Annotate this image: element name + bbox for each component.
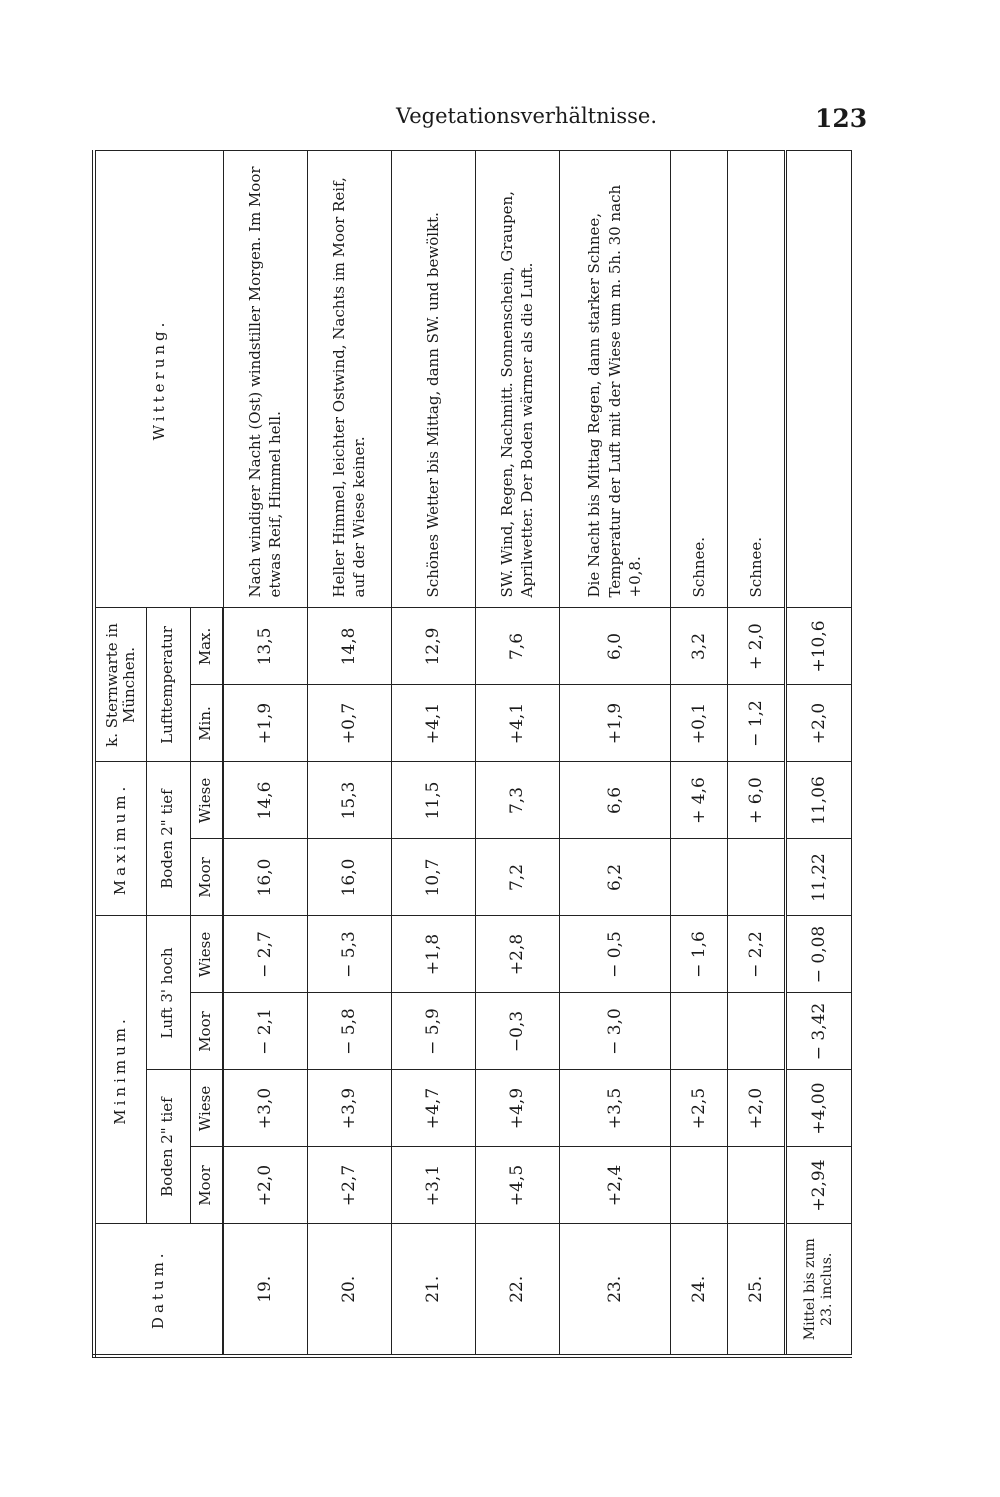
header-minimum: Minimum. — [94, 916, 146, 1224]
cell-sternwarte-max: 6,0 — [559, 608, 670, 685]
cell-witterung: Nach windiger Nacht (Ost) windstiller Morgen. Im Moor etwas Reif, Himmel hell. — [223, 151, 307, 608]
cell-luft-min-moor — [670, 993, 728, 1070]
table-row — [559, 151, 670, 1356]
header-wiese: Wiese — [190, 762, 222, 839]
cell-luft-min-wiese: − 1,6 — [670, 916, 728, 993]
cell-boden-max-moor: 16,0 — [223, 839, 307, 916]
cell-boden-max-moor: 16,0 — [307, 839, 391, 916]
table-row — [391, 151, 475, 1356]
table-row — [307, 151, 391, 1356]
cell-witterung: Die Nacht bis Mittag Regen, dann starker Schnee, Temperatur der Luft mit der Wiese um m. 5h. 30 nach +0,8. — [559, 151, 670, 608]
cell-boden-max-moor — [670, 839, 728, 916]
average-row — [785, 151, 851, 1356]
cell-luft-min-wiese: − 2,7 — [223, 916, 307, 993]
rotated-table — [92, 153, 852, 1358]
cell-boden-min-moor: +2,4 — [559, 1147, 670, 1224]
table-row — [475, 151, 559, 1356]
cell-boden-max-wiese: 15,3 — [307, 762, 391, 839]
running-header: Vegetationsverhältnisse. — [396, 104, 658, 128]
cell-luft-min-wiese: − 0,08 — [785, 916, 851, 993]
weather-table — [92, 150, 852, 1358]
header-max: Max. — [190, 608, 222, 685]
header-min: Min. — [190, 685, 222, 762]
cell-boden-max-wiese: 7,3 — [475, 762, 559, 839]
page-number: 123 — [815, 104, 868, 133]
cell-witterung — [785, 151, 851, 608]
cell-luft-min-moor: − 5,9 — [391, 993, 475, 1070]
cell-boden-max-wiese: + 4,6 — [670, 762, 728, 839]
cell-date: 19. — [223, 1224, 307, 1356]
cell-sternwarte-max: +10,6 — [785, 608, 851, 685]
cell-boden-max-moor — [728, 839, 786, 916]
cell-witterung: SW. Wind, Regen, Nachmitt. Sonnenschein, Graupen, Aprilwetter. Der Boden wärmer als die Luft. — [475, 151, 559, 608]
cell-sternwarte-min: +0,7 — [307, 685, 391, 762]
cell-witterung: Schnee. — [728, 151, 786, 608]
header-boden-max: Boden 2" tief — [146, 762, 190, 916]
cell-sternwarte-max: 14,8 — [307, 608, 391, 685]
cell-luft-min-wiese: +1,8 — [391, 916, 475, 993]
cell-boden-max-moor: 6,2 — [559, 839, 670, 916]
cell-sternwarte-max: 3,2 — [670, 608, 728, 685]
cell-sternwarte-max: 7,6 — [475, 608, 559, 685]
header-wiese: Wiese — [190, 1070, 222, 1147]
cell-date: 23. — [559, 1224, 670, 1356]
cell-boden-min-wiese: +4,00 — [785, 1070, 851, 1147]
header-boden-min: Boden 2" tief — [146, 1070, 190, 1224]
cell-boden-min-moor: +3,1 — [391, 1147, 475, 1224]
cell-luft-min-wiese: +2,8 — [475, 916, 559, 993]
cell-sternwarte-min: +2,0 — [785, 685, 851, 762]
cell-boden-min-wiese: +4,7 — [391, 1070, 475, 1147]
header-datum: Datum. — [94, 1224, 222, 1356]
cell-boden-min-wiese: +3,5 — [559, 1070, 670, 1147]
cell-luft-min-wiese: − 0,5 — [559, 916, 670, 993]
cell-sternwarte-min: +4,1 — [475, 685, 559, 762]
cell-luft-min-wiese: − 5,3 — [307, 916, 391, 993]
cell-boden-min-moor: +2,0 — [223, 1147, 307, 1224]
cell-boden-min-moor: +2,94 — [785, 1147, 851, 1224]
cell-sternwarte-min: +1,9 — [223, 685, 307, 762]
cell-sternwarte-min: − 1,2 — [728, 685, 786, 762]
cell-boden-max-wiese: 11,06 — [785, 762, 851, 839]
cell-date: 20. — [307, 1224, 391, 1356]
cell-luft-min-moor: − 2,1 — [223, 993, 307, 1070]
cell-boden-max-wiese: 11,5 — [391, 762, 475, 839]
cell-boden-max-wiese: 14,6 — [223, 762, 307, 839]
header-moor: Moor — [190, 993, 222, 1070]
cell-witterung: Schnee. — [670, 151, 728, 608]
cell-sternwarte-min: +0,1 — [670, 685, 728, 762]
cell-boden-max-moor: 7,2 — [475, 839, 559, 916]
header-luft-min: Luft 3' hoch — [146, 916, 190, 1070]
header-moor: Moor — [190, 839, 222, 916]
cell-boden-max-wiese: 6,6 — [559, 762, 670, 839]
cell-boden-min-moor: +2,7 — [307, 1147, 391, 1224]
cell-sternwarte-min: +4,1 — [391, 685, 475, 762]
cell-luft-min-moor: −0,3 — [475, 993, 559, 1070]
cell-sternwarte-min: +1,9 — [559, 685, 670, 762]
cell-boden-min-wiese: +2,5 — [670, 1070, 728, 1147]
header-sternwarte: k. Sternwarte in München. — [94, 608, 146, 762]
header-wiese: Wiese — [190, 916, 222, 993]
cell-boden-max-moor: 11,22 — [785, 839, 851, 916]
cell-date: 21. — [391, 1224, 475, 1356]
cell-boden-min-moor — [670, 1147, 728, 1224]
weather-table-frame — [92, 153, 852, 1358]
table-row — [728, 151, 786, 1356]
cell-boden-max-moor: 10,7 — [391, 839, 475, 916]
cell-sternwarte-max: 12,9 — [391, 608, 475, 685]
cell-date: 25. — [728, 1224, 786, 1356]
cell-witterung: Heller Himmel, leichter Ostwind, Nachts im Moor Reif, auf der Wiese keiner. — [307, 151, 391, 608]
cell-luft-min-moor: − 3,0 — [559, 993, 670, 1070]
cell-sternwarte-max: 13,5 — [223, 608, 307, 685]
cell-date: 24. — [670, 1224, 728, 1356]
cell-witterung: Schönes Wetter bis Mittag, dann SW. und bewölkt. — [391, 151, 475, 608]
average-label: Mittel bis zum 23. inclus. — [785, 1224, 851, 1356]
cell-luft-min-moor — [728, 993, 786, 1070]
header-maximum: Maximum. — [94, 762, 146, 916]
cell-sternwarte-max: + 2,0 — [728, 608, 786, 685]
header-witterung: Witterung. — [94, 151, 223, 608]
cell-boden-max-wiese: + 6,0 — [728, 762, 786, 839]
cell-boden-min-wiese: +2,0 — [728, 1070, 786, 1147]
cell-luft-min-moor: − 3,42 — [785, 993, 851, 1070]
cell-boden-min-moor — [728, 1147, 786, 1224]
cell-boden-min-moor: +4,5 — [475, 1147, 559, 1224]
table-row — [223, 151, 307, 1356]
table-row — [670, 151, 728, 1356]
cell-boden-min-wiese: +3,0 — [223, 1070, 307, 1147]
cell-boden-min-wiese: +3,9 — [307, 1070, 391, 1147]
cell-date: 22. — [475, 1224, 559, 1356]
cell-boden-min-wiese: +4,9 — [475, 1070, 559, 1147]
header-lufttemperatur: Lufttemperatur — [146, 608, 190, 762]
cell-luft-min-moor: − 5,8 — [307, 993, 391, 1070]
header-moor: Moor — [190, 1147, 222, 1224]
cell-luft-min-wiese: − 2,2 — [728, 916, 786, 993]
